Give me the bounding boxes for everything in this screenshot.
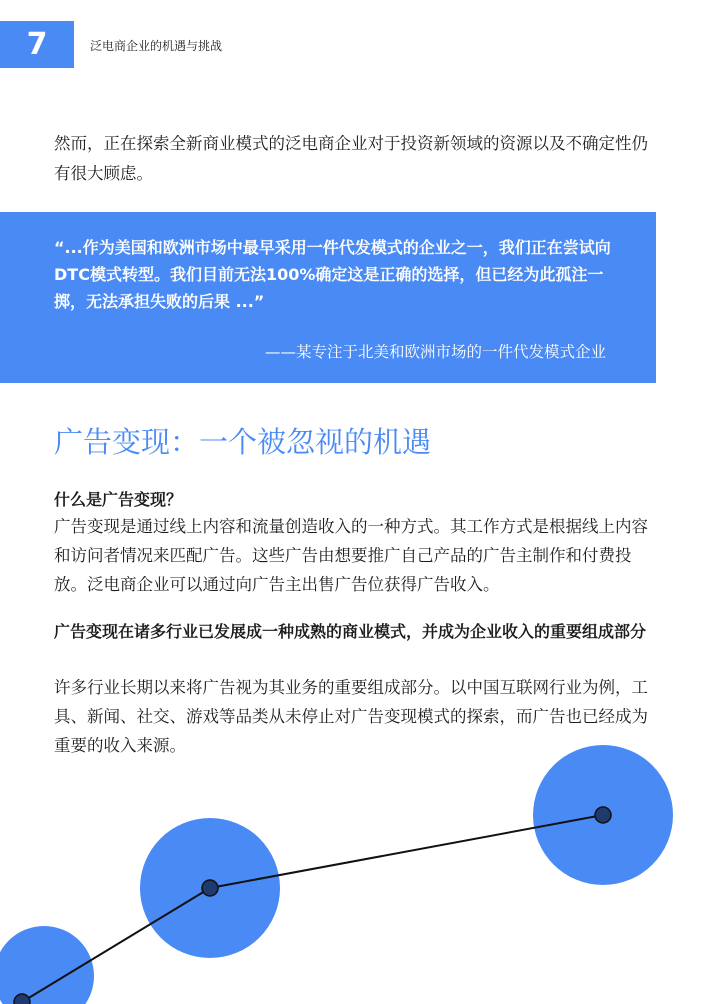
quote-block [0, 212, 656, 383]
paragraph-industry-examples: 许多行业长期以来将广告视为其业务的重要组成部分。以中国互联网行业为例，工具、新闻、社交、游戏等品类从未停止对广告变现模式的探索，而广告也已经成为重要的收入来源。 [54, 678, 648, 755]
running-header: 泛电商企业的机遇与挑战 [90, 39, 223, 53]
deco-connecting-line [22, 815, 603, 1002]
paragraph-ad-monetization-definition: 广告变现是通过线上内容和流量创造收入的一种方式。其工作方式是根据线上内容和访问者情况来匹配广告。这些广告由想要推广自己产品的广告主制作和付费投放。泛电商企业可以通过向广告主出售广告位获得广告收入。 [54, 517, 648, 594]
page-number-badge: 7 [0, 21, 74, 68]
subheading-mature-business-model: 广告变现在诸多行业已发展成一种成熟的商业模式，并成为企业收入的重要组成部分 [54, 622, 647, 641]
quote-attribution: ——某专注于北美和欧洲市场的一件代发模式企业 [264, 343, 606, 361]
deco-dot-right [595, 807, 611, 823]
intro-paragraph: 然而，正在探索全新商业模式的泛电商企业对于投资新领域的资源以及不确定性仍有很大顾虑。 [54, 134, 648, 183]
deco-dot-left [14, 994, 30, 1004]
subheading-what-is-ad-monetization: 什么是广告变现？ [54, 490, 183, 509]
quote-text: “...作为美国和欧洲市场中最早采用一件代发模式的企业之一，我们正在尝试向DTC模式转型。我们目前无法100%确定这是正确的选择，但已经为此孤注一掷，无法承担失败的后果 ...” [54, 238, 611, 311]
section-title: 广告变现：一个被忽视的机遇 [54, 425, 432, 459]
deco-dot-middle [202, 880, 218, 896]
growth-line-decoration [0, 740, 710, 1004]
deco-circle-left [0, 926, 94, 1004]
